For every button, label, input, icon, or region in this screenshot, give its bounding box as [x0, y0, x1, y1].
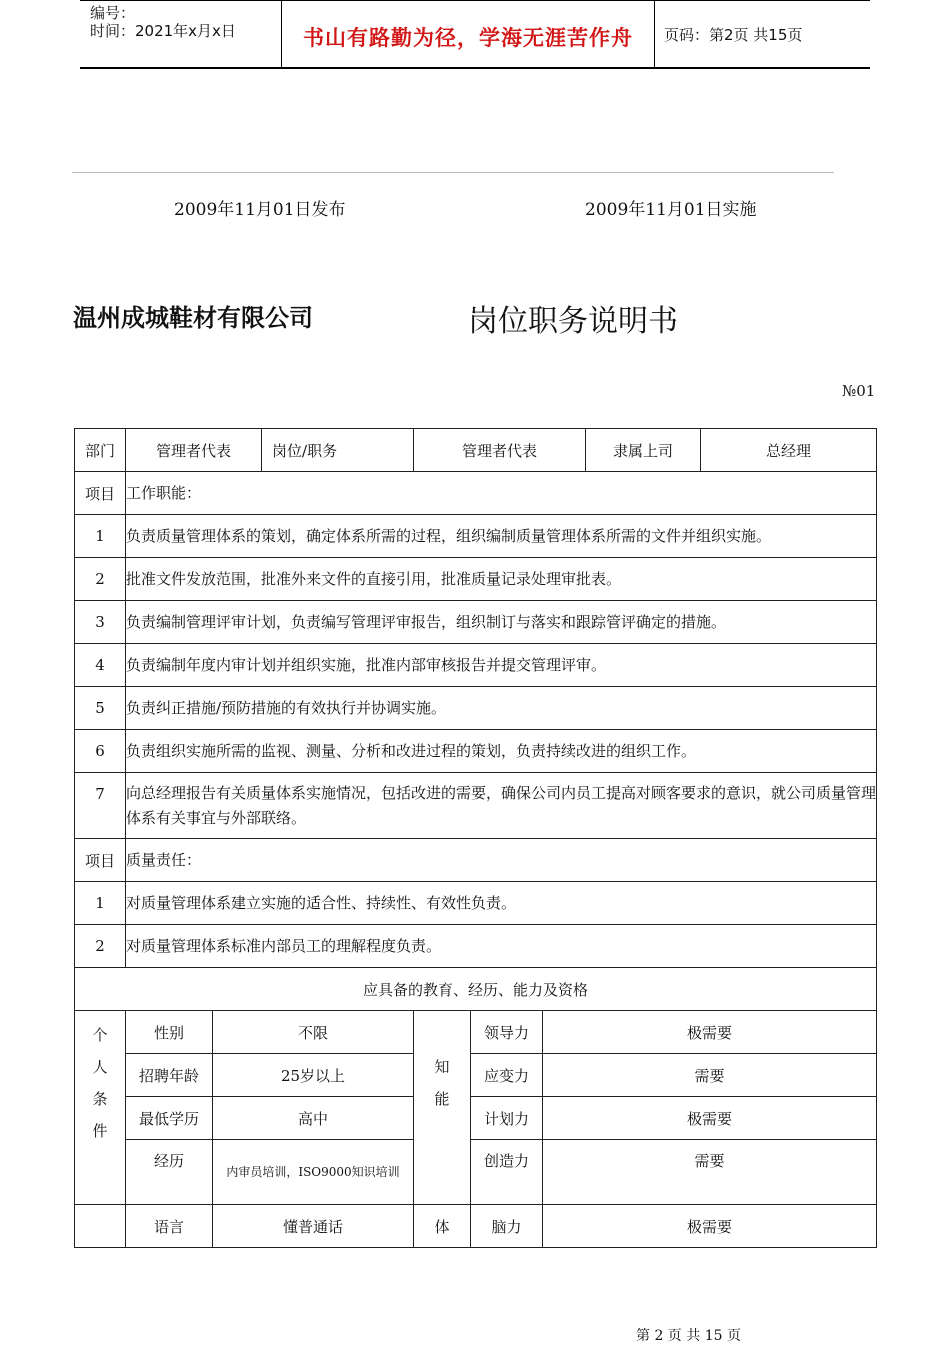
duty-row: [75, 730, 877, 773]
personal-conditions-label: [75, 1011, 126, 1205]
duty-text: 批准文件发放范围，批准外来文件的直接引用，批准质量记录处理审批表。: [126, 558, 877, 601]
header-divider: [654, 0, 655, 68]
req-value: 懂普通话: [213, 1205, 414, 1248]
duty-number: 3: [75, 601, 126, 644]
duty-text: 负责纠正措施/预防措施的有效执行并协调实施。: [126, 687, 877, 730]
req-label: 经历: [126, 1140, 213, 1205]
duty-text: 向总经理报告有关质量体系实施情况，包括改进的需要，确保公司内员工提高对顾客要求的意识，就公司质量管理体系有关事宜与外部联络。: [126, 773, 877, 839]
duty-text: 负责编制管理评审计划，负责编写管理评审报告，组织制订与落实和跟踪管评确定的措施。: [126, 601, 877, 644]
vertical-char: 件: [92, 1122, 108, 1140]
duty-row: [75, 773, 877, 839]
post-value: 管理者代表: [414, 429, 586, 472]
post-label: 岗位/职务: [262, 429, 414, 472]
ability-level: 极需要: [543, 1011, 877, 1054]
header-row: [75, 429, 877, 472]
item-label: 项目: [75, 472, 126, 515]
experience-text: 内审员培训，ISO9000知识培训: [226, 1165, 400, 1179]
vertical-char: 知: [434, 1058, 450, 1076]
header-motto: 书山有路勤为径，学海无涯苦作舟: [303, 26, 633, 50]
release-date: 2009年11月01日发布: [174, 200, 346, 220]
quality-text: 对质量管理体系建立实施的适合性、持续性、有效性负责。: [126, 882, 877, 925]
ability-level: 极需要: [543, 1097, 877, 1140]
duty-text: 负责质量管理体系的策划，确定体系所需的过程，组织编制质量管理体系所需的文件并组织实施。: [126, 515, 877, 558]
quality-number: 2: [75, 925, 126, 968]
req-value: 不限: [213, 1011, 414, 1054]
vertical-char: 条: [92, 1090, 108, 1108]
ability-label: 计划力: [471, 1097, 543, 1140]
ability-level: 需要: [543, 1140, 877, 1205]
quality-text: 对质量管理体系标准内部员工的理解程度负责。: [126, 925, 877, 968]
requirement-row: [75, 1011, 877, 1054]
effective-date: 2009年11月01日实施: [585, 200, 757, 220]
requirement-row: [75, 1054, 877, 1097]
duties-heading-row: [75, 472, 877, 515]
duties-heading: 工作职能：: [126, 472, 877, 515]
requirement-row: [75, 1097, 877, 1140]
time-label: 时间：2021年x月x日: [90, 22, 236, 40]
header-top-line: [80, 0, 870, 1]
quality-heading-row: [75, 839, 877, 882]
superior-label: 隶属上司: [586, 429, 701, 472]
duty-number: 6: [75, 730, 126, 773]
duty-row: [75, 515, 877, 558]
separator-rule: [72, 172, 834, 173]
item-label: 项目: [75, 839, 126, 882]
vertical-char: 人: [92, 1058, 108, 1076]
duty-row: [75, 601, 877, 644]
superior-value: 总经理: [701, 429, 877, 472]
req-value: 25岁以上: [213, 1054, 414, 1097]
header-bottom-line: [80, 67, 870, 69]
requirements-heading-row: [75, 968, 877, 1011]
requirements-heading: 应具备的教育、经历、能力及资格: [75, 968, 877, 1011]
vertical-char: 能: [434, 1090, 450, 1108]
vertical-char: 个: [92, 1026, 108, 1044]
duty-number: 4: [75, 644, 126, 687]
req-value: [213, 1140, 414, 1205]
duty-row: [75, 644, 877, 687]
empty-cell: [75, 1205, 126, 1248]
req-label: 最低学历: [126, 1097, 213, 1140]
ability-label: 应变力: [471, 1054, 543, 1097]
quality-number: 1: [75, 882, 126, 925]
dept-label: 部门: [75, 429, 126, 472]
document-title: 岗位职务说明书: [468, 304, 678, 339]
dept-value: 管理者代表: [126, 429, 262, 472]
duty-number: 7: [75, 773, 126, 839]
req-label: 性别: [126, 1011, 213, 1054]
requirement-row: [75, 1205, 877, 1248]
duty-number: 2: [75, 558, 126, 601]
document-number: №01: [842, 382, 876, 400]
duty-number: 1: [75, 515, 126, 558]
req-label: 招聘年龄: [126, 1054, 213, 1097]
page-info: 页码：第2页 共15页: [664, 26, 803, 44]
quality-row: [75, 882, 877, 925]
page-footer: 第 2 页 共 15 页: [636, 1328, 741, 1344]
req-label: 语言: [126, 1205, 213, 1248]
knowledge-label: [414, 1011, 471, 1205]
ability-label: 创造力: [471, 1140, 543, 1205]
serial-label: 编号：: [90, 4, 136, 22]
job-description-table: [74, 428, 877, 1248]
duty-row: [75, 558, 877, 601]
ability-level: 需要: [543, 1054, 877, 1097]
quality-row: [75, 925, 877, 968]
ability-level: 极需要: [543, 1205, 877, 1248]
duty-row: [75, 687, 877, 730]
ability-label: 脑力: [471, 1205, 543, 1248]
requirement-row: [75, 1140, 877, 1205]
body-label: 体: [414, 1205, 471, 1248]
req-value: 高中: [213, 1097, 414, 1140]
duty-text: 负责组织实施所需的监视、测量、分析和改进过程的策划，负责持续改进的组织工作。: [126, 730, 877, 773]
quality-heading: 质量责任：: [126, 839, 877, 882]
duty-number: 5: [75, 687, 126, 730]
ability-label: 领导力: [471, 1011, 543, 1054]
duty-text: 负责编制年度内审计划并组织实施，批准内部审核报告并提交管理评审。: [126, 644, 877, 687]
company-name: 温州成城鞋材有限公司: [73, 304, 313, 332]
